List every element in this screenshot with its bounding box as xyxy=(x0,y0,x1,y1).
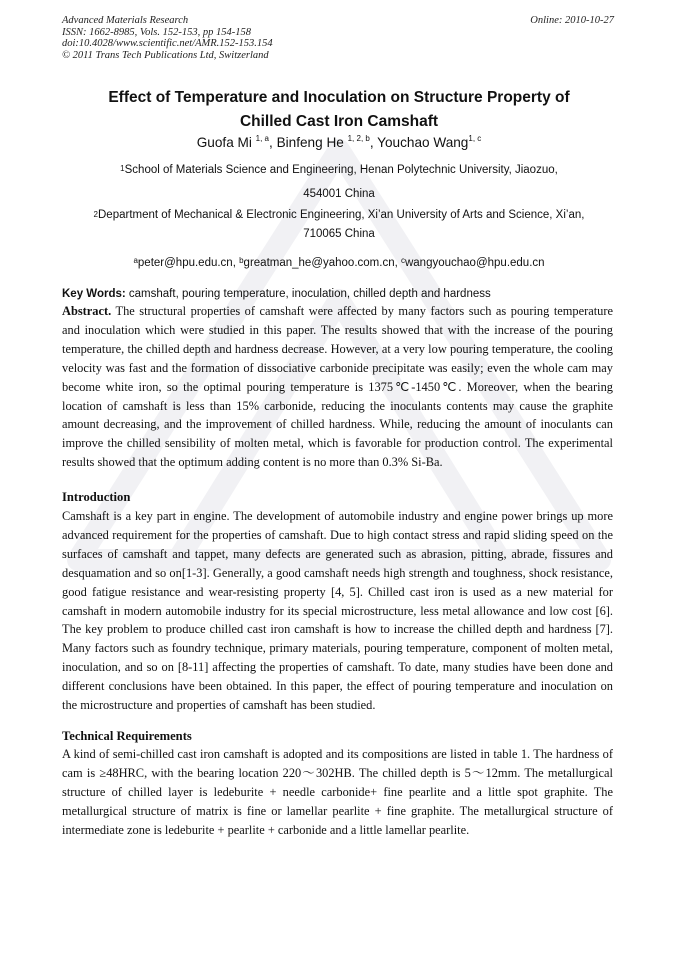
email-mark: b xyxy=(239,256,244,265)
author-emails: $^a$peter@hpu.edu.cn, $^b$greatman_he@yahoo.com.cn, $^c$wangyouchao@hpu.edu.cn xyxy=(133,256,545,269)
journal-header xyxy=(62,15,273,61)
author-name: Youchao Wang xyxy=(377,135,469,150)
email-address: greatman_he@yahoo.com.cn xyxy=(243,257,395,269)
author-name: Binfeng He xyxy=(276,135,344,150)
affiliation-text: Department of Mechanical & Electronic Engineering, Xi’an University of Arts and Science, Xi’an, xyxy=(98,209,585,221)
doi-line: doi:10.4028/www.scientific.net/AMR.152-153.154 xyxy=(62,38,273,50)
affiliation-1 xyxy=(60,158,618,206)
introduction-paragraph: Camshaft is a key part in engine. The development of automobile industry and engine power brings up more advanced requirement for the properties of camshaft. Due to high contact stress and rapid sliding speed on the surfaces of camshaft and tappet, many defects are generated such as abrasion, pitting, abrade, fissures and desquamation and so on[1-3]. Generally, a good camshaft needs high strength and toughness, shock resistance, good fatigue resistance and wear-resisting property [4, 5]. Chilled cast iron is used as a new material for camshaft in modern automobile industry for its special microstructure, less metal allowance and low cost [6]. The key problem to produce chilled cast iron camshaft is how to increase the chilled depth and hardness [7]. Many factors such as foundry technique, primary materials, pouring temperature, component of molten metal, inoculation, and so on [8-11] affecting the properties of camshaft. To date, many studies have been done and different conclusions have been obtained. In this paper, the effect of pouring temperature and inoculation on the microstructure and properties of camshaft has been studied. xyxy=(62,509,613,713)
email-address: wangyouchao@hpu.edu.cn xyxy=(404,257,545,269)
email-mark: a xyxy=(133,256,138,265)
abstract-paragraph xyxy=(62,302,613,472)
technical-requirements-paragraph: A kind of semi-chilled cast iron camshaft is adopted and its compositions are listed in table 1. The hardness of cam is ≥48HRC, with the bearing location 220～302HB. The chilled depth is 5～12mm. The metallurgical structure of chilled layer is ledeburite + needle carbonide+ fine pearlite and a little spot graphite. The metallurgical structure of matrix is fine or lamellar pearlite + fine graphite. The metallurgical structure of intermediate zone is ledeburite + pearlite + carbonide and a little lamellar pearlite. xyxy=(62,747,613,837)
author-affiliation-mark: 1, 2, b xyxy=(347,134,370,143)
affiliation-mark: 1 xyxy=(120,164,125,173)
technical-requirements-heading: Technical Requirements xyxy=(62,729,192,743)
author-affiliation-mark: 1, a xyxy=(255,134,269,143)
introduction-heading: Introduction xyxy=(62,490,131,504)
title-line-2: Chilled Cast Iron Camshaft xyxy=(239,113,439,130)
affiliation-text: School of Materials Science and Engineering, Henan Polytechnic University, Jiaozuo, xyxy=(124,164,558,176)
copyright-line: © 2011 Trans Tech Publications Ltd, Switzerland xyxy=(62,49,269,61)
title-line-1: Effect of Temperature and Inoculation on Structure Property of xyxy=(108,89,570,106)
online-date: Online: 2010-10-27 xyxy=(530,15,614,26)
affiliation-text: 454001 China xyxy=(303,188,375,200)
abstract-label: Abstract. xyxy=(62,304,112,318)
affiliation-mark: 2 xyxy=(93,210,98,219)
email-address: peter@hpu.edu.cn xyxy=(137,257,233,269)
author-affiliation-mark: 1, c xyxy=(468,134,482,143)
paper-title xyxy=(60,86,618,134)
abstract-text: The structural properties of camshaft were affected by many factors such as pouring temperature and inoculation which were studied in this paper. The results showed that with the increase of the pouring temperature, the chilled depth and hardness decrease. However, at a very low pouring temperature, the cooling velocity was fast and the formation of dissociative carbonide precipitate was easily; even the whole cam may become white iron, so the optimal pouring temperature is 1375℃-1450℃. Moreover, when the bearing location of camshaft is less than 15% carbonide, reducing the inoculants contents may cause the graphite amount decreasing, and the improvement of chilled hardness. While, reducing the amount of inoculants can improve the chilled sensibility of molten metal, which is favorable for production control. The experimental results showed that the optimum adding content is no more than 0.3% Si-Ba. xyxy=(62,304,613,470)
keywords xyxy=(62,288,622,300)
author-name: Guofa Mi xyxy=(196,135,252,150)
journal-name: Advanced Materials Research xyxy=(62,15,189,26)
email-mark: c xyxy=(400,256,405,265)
affiliation-2 xyxy=(60,206,618,244)
keywords-text: camshaft, pouring temperature, inoculation, chilled depth and hardness xyxy=(128,288,491,300)
keywords-label: Key Words: xyxy=(62,288,126,300)
author-list: Guofa Mi $^{1, a}$, Binfeng He $^{1, 2, b}$, Youchao Wang$^{1, c}$ xyxy=(196,134,482,150)
issn-line: ISSN: 1662-8985, Vols. 152-153, pp 154-158 xyxy=(62,26,251,38)
affiliation-text: 710065 China xyxy=(303,228,375,240)
